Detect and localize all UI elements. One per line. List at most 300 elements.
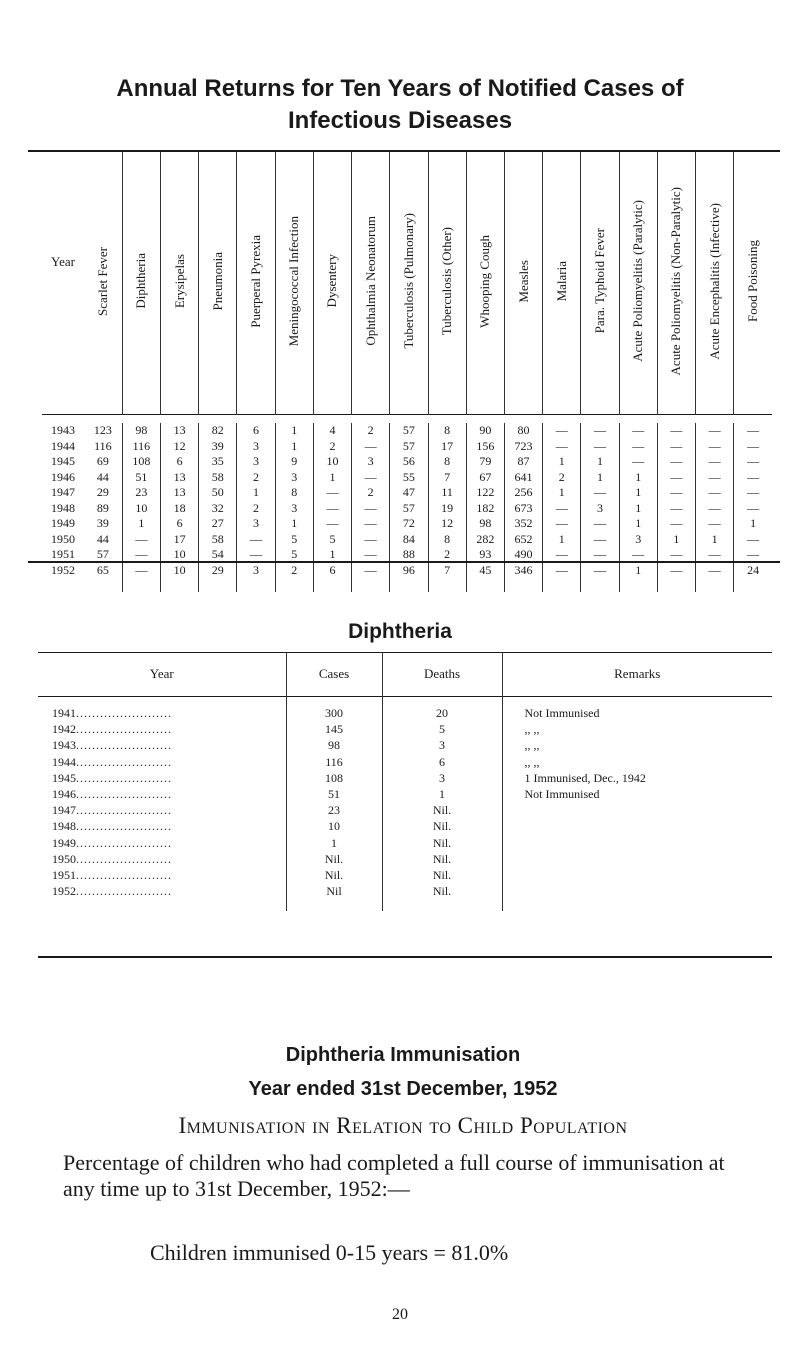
diphtheria-cases: Nil. [286,851,382,867]
table-cell: 35 [199,454,237,470]
table-cell: — [747,454,760,469]
table-cell: — [122,532,160,548]
diphtheria-deaths: Nil. [382,802,502,818]
table-cell: 18 [160,501,198,517]
table-cell: 3 [237,563,275,593]
table-cell: — [696,563,734,593]
table-cell: 1 [619,485,657,501]
diphtheria-heading: Diphtheria [348,620,452,643]
header-separator [42,415,772,424]
table-cell: 54 [199,547,237,563]
table-cell: — [313,501,351,517]
diphtheria-row [38,754,772,770]
diphtheria-year [38,802,286,818]
table-cell: 490 [504,547,542,563]
diphtheria-year [38,705,286,721]
relation-heading-block [63,1113,743,1139]
row-year: 1944 [51,438,76,453]
table-row [42,439,772,455]
table-cell: — [581,516,619,532]
diphtheria-year-value: 1946 [52,787,76,802]
column-header-label: Erysipelas [171,253,187,309]
table-cell: 79 [466,454,504,470]
table-cell: — [543,563,581,593]
column-header [199,152,237,415]
table-cell: — [581,532,619,548]
table-cell: 13 [160,470,198,486]
table-cell: 122 [466,485,504,501]
table-cell: 7 [428,470,466,486]
table-cell: 2 [428,547,466,563]
table-cell: — [657,439,695,455]
dot-leader: . . . . . . . . . . . . . . . . . . . . . . . . [76,738,170,753]
table-cell: — [313,485,351,501]
table-cell: 3 [619,532,657,548]
table-cell: 57 [390,501,428,517]
table-cell: 11 [428,485,466,501]
diphtheria-row [38,867,772,883]
table-cell: — [122,563,160,593]
diphtheria-cases: Nil. [286,867,382,883]
table-cell: 27 [199,516,237,532]
table-cell: 9 [275,454,313,470]
table-cell: 641 [504,470,542,486]
dot-leader: . . . . . . . . . . . . . . . . . . . . . . . . [76,706,170,721]
table-cell: — [543,547,581,563]
table-cell: — [657,454,695,470]
page-title-line-2: Infectious Diseases [287,107,513,134]
table-cell: — [696,439,734,455]
dot-leader: . . . . . . . . . . . . . . . . . . . . . . . . [76,787,170,802]
table-cell: 3 [275,501,313,517]
dot-leader: . . . . . . . . . . . . . . . . . . . . . . . . [76,867,170,882]
table-cell: 8 [428,423,466,439]
table-cell: — [657,423,695,439]
table-cell: — [581,439,619,455]
diphtheria-row [38,851,772,867]
table-cell: 65 [84,563,122,593]
row-year: 1946 [51,469,76,484]
dot-leader: . . . . . . . . . . . . . . . . . . . . . . . . [76,851,170,866]
diphtheria-deaths: 6 [382,754,502,770]
diphtheria-year-value: 1951 [52,867,76,882]
column-header [313,152,351,415]
diphtheria-remarks: ,, ,, [502,754,772,770]
table-cell: — [696,470,734,486]
immunisation-result-block [150,1240,750,1266]
table-cell: 8 [275,485,313,501]
page-number: 20 [392,1306,408,1323]
diphtheria-deaths: 3 [382,770,502,786]
table-cell: 13 [160,485,198,501]
table-cell: 1 [543,454,581,470]
table-cell: — [657,563,695,593]
row-year: 1950 [51,531,76,546]
table-cell: 116 [84,439,122,455]
diphtheria-cases: 300 [286,705,382,721]
table-cell: 10 [160,563,198,593]
table-cell: 88 [390,547,428,563]
table-cell: 2 [237,470,275,486]
table-cell: 19 [428,501,466,517]
table-cell: 51 [122,470,160,486]
table-cell: — [747,531,760,546]
column-header [543,152,581,415]
table-cell: 57 [84,547,122,563]
table-cell: 10 [160,547,198,563]
immunisation-subheading-block [63,1078,743,1101]
table-cell: — [747,500,760,515]
table-cell: — [696,485,734,501]
table-cell: 116 [122,439,160,455]
table-cell: 10 [122,501,160,517]
column-header [237,152,275,415]
table-cell: 67 [466,470,504,486]
immunisation-paragraph: Percentage of children who had completed a full course of immunisation at any time up to 31st December, 1952:— [63,1150,725,1201]
column-header-label: Acute Poliomyelitis (Paralytic) [630,200,646,362]
table-cell: — [619,547,657,563]
year-header: Year [149,666,174,681]
table-row [42,563,772,593]
diphtheria-remarks: Not Immunised [502,786,772,802]
table-cell: 1 [275,439,313,455]
diphtheria-deaths: 1 [382,786,502,802]
column-header-label: Acute Poliomyelitis (Non-Paralytic) [668,186,684,376]
column-header-label: Ophthalmia Neonatorum [362,216,378,346]
column-header [581,152,619,415]
diphtheria-remarks [502,867,772,883]
column-header [619,152,657,415]
column-header-label: Meningococcal Infection [286,215,302,347]
table-cell: 1 [619,516,657,532]
table-cell: 346 [504,563,542,593]
diphtheria-remarks [502,818,772,834]
table-header-row [42,152,772,415]
table-cell: 2 [237,501,275,517]
table-cell: 29 [84,485,122,501]
diphtheria-year [38,770,286,786]
diphtheria-cases: 23 [286,802,382,818]
dot-leader: . . . . . . . . . . . . . . . . . . . . . . . . [76,754,170,769]
diphtheria-remarks: 1 Immunised, Dec., 1942 [502,770,772,786]
diphtheria-row [38,786,772,802]
table-cell: 98 [466,516,504,532]
table-cell: 1 [657,532,695,548]
table-row [42,485,772,501]
table-row [42,532,772,548]
table-cell: 32 [199,501,237,517]
table-cell: 723 [504,439,542,455]
table-cell: 3 [275,470,313,486]
table-cell: — [619,439,657,455]
diphtheria-row [38,737,772,753]
table-body [42,415,772,593]
table-cell: — [352,547,390,563]
column-header-label: Malaria [553,260,569,302]
cases-header: Cases [286,652,382,697]
table-cell: — [696,547,734,563]
dot-leader: . . . . . . . . . . . . . . . . . . . . . . . . [76,884,170,899]
diphtheria-body [38,697,772,912]
diphtheria-deaths: 20 [382,705,502,721]
diphtheria-remarks: Not Immunised [502,705,772,721]
diphtheria-header-separator [38,697,772,706]
table-cell: 3 [237,516,275,532]
table-cell: 2 [352,423,390,439]
column-header [275,152,313,415]
diphtheria-row [38,770,772,786]
diphtheria-cases: 1 [286,835,382,851]
table-cell: 12 [428,516,466,532]
table-cell: — [619,454,657,470]
table-cell: — [696,501,734,517]
table-cell: 1 [543,532,581,548]
column-header-label: Acute Encephalitis (Infective) [706,202,722,360]
table-cell: 55 [390,470,428,486]
table-cell: — [237,547,275,563]
column-header [504,152,542,415]
table-cell: 1 [581,454,619,470]
diphtheria-year-value: 1952 [52,884,76,899]
immunisation-title: Diphtheria Immunisation [285,1044,521,1066]
column-header-label: Measles [515,259,531,303]
column-header-label: Puerperal Pyrexia [248,234,264,328]
diphtheria-year-value: 1943 [52,738,76,753]
table-cell: 3 [581,501,619,517]
table-cell: — [352,532,390,548]
table-cell: — [696,423,734,439]
diphtheria-row [38,818,772,834]
diphtheria-year [38,867,286,883]
table-cell: 3 [352,454,390,470]
column-header-label: Diphtheria [133,253,149,309]
row-year: 1943 [51,423,76,438]
table-cell: 182 [466,501,504,517]
table-cell: — [352,563,390,593]
table-cell: — [747,423,760,438]
table-cell: 29 [199,563,237,593]
diphtheria-row [38,721,772,737]
column-header [122,152,160,415]
row-year: 1949 [51,516,76,531]
column-header [160,152,198,415]
table-cell: 1 [122,516,160,532]
table-row [42,423,772,439]
diphtheria-year [38,818,286,834]
table-cell: 44 [84,532,122,548]
table-cell: 123 [84,423,122,439]
diphtheria-cases: 116 [286,754,382,770]
table-cell: 89 [84,501,122,517]
immunisation-result: Children immunised 0-15 years = 81.0% [150,1240,509,1265]
diphtheria-remarks [502,851,772,867]
table-cell: 56 [390,454,428,470]
table-cell: 7 [428,563,466,593]
table-cell: — [543,439,581,455]
column-header-label: Para. Typhoid Fever [591,228,607,334]
table-cell: 87 [504,454,542,470]
diphtheria-year-value: 1944 [52,754,76,769]
table-cell: 45 [466,563,504,593]
table-cell: — [122,547,160,563]
column-header [734,152,772,415]
column-header-label: Dysentery [324,254,340,308]
table-cell: 39 [84,516,122,532]
column-header [352,152,390,415]
diphtheria-year [38,786,286,802]
diphtheria-year-value: 1945 [52,770,76,785]
table-cell: 8 [428,532,466,548]
diphtheria-row [38,835,772,851]
table-cell: 6 [160,516,198,532]
dot-leader: . . . . . . . . . . . . . . . . . . . . . . . . [76,770,170,785]
table-cell: 5 [313,532,351,548]
table-row [42,470,772,486]
table-cell: 156 [466,439,504,455]
infectious-diseases-table [42,152,772,592]
table-cell: 1 [619,470,657,486]
table-cell: 58 [199,470,237,486]
table-cell: 1 [543,485,581,501]
row-year: 1952 [51,562,76,577]
table-cell: 108 [122,454,160,470]
diphtheria-deaths: Nil. [382,851,502,867]
table-cell: 5 [275,532,313,548]
diphtheria-bottom-rule [38,956,772,958]
diphtheria-cases: Nil [286,883,382,911]
column-header-label: Whooping Cough [477,234,493,328]
table-cell: 6 [237,423,275,439]
table-cell: 17 [160,532,198,548]
table-cell: 93 [466,547,504,563]
diphtheria-deaths: Nil. [382,818,502,834]
row-year: 1951 [51,547,76,562]
table-cell: — [747,485,760,500]
immunisation-paragraph-block [63,1150,743,1202]
table-cell: 652 [504,532,542,548]
table-cell: 2 [313,439,351,455]
table-row [42,516,772,532]
table-cell: 13 [160,423,198,439]
column-header [657,152,695,415]
table-cell: 5 [275,547,313,563]
diphtheria-deaths: 3 [382,737,502,753]
table-bottom-rule [28,561,780,563]
table-cell: — [696,516,734,532]
table-cell: 2 [352,485,390,501]
diphtheria-year [38,835,286,851]
column-header-label: Pneumonia [209,251,225,311]
table-cell: 1 [696,532,734,548]
table-cell: — [657,485,695,501]
table-cell: 50 [199,485,237,501]
table-cell: — [581,423,619,439]
table-row [42,454,772,470]
page-title-line-1: Annual Returns for Ten Years of Notified Cases of [116,75,684,102]
table-cell: 82 [199,423,237,439]
diphtheria-row [38,802,772,818]
table-cell: 282 [466,532,504,548]
table-cell: 352 [504,516,542,532]
diphtheria-year-value: 1948 [52,819,76,834]
table-cell: — [313,516,351,532]
column-header-label: Tuberculosis (Pulmonary) [400,213,416,349]
diphtheria-row [38,705,772,721]
table-cell: 39 [199,439,237,455]
table-cell: 1 [750,516,757,531]
diphtheria-deaths: Nil. [382,867,502,883]
table-cell: — [747,547,760,562]
column-header [428,152,466,415]
column-header [390,152,428,415]
diphtheria-remarks [502,835,772,851]
diphtheria-header-row [38,652,772,697]
diphtheria-cases: 145 [286,721,382,737]
table-cell: 1 [619,563,657,593]
diphtheria-year-value: 1941 [52,706,76,721]
table-cell: — [581,547,619,563]
table-cell: 84 [390,532,428,548]
diphtheria-year [38,883,286,911]
table-cell: 8 [428,454,466,470]
table-row [42,501,772,517]
table-cell: 69 [84,454,122,470]
table-cell: — [352,501,390,517]
table-cell: 98 [122,423,160,439]
table-cell: 1 [275,516,313,532]
table-cell: — [543,423,581,439]
table-cell: 1 [275,423,313,439]
column-header [696,152,734,415]
diphtheria-row [38,883,772,911]
table-cell: — [352,516,390,532]
diphtheria-year [38,737,286,753]
table-cell: 24 [747,562,760,577]
table-cell: — [581,563,619,593]
table-cell: 3 [237,454,275,470]
dot-leader: . . . . . . . . . . . . . . . . . . . . . . . . [76,819,170,834]
year-column-header: Year [51,254,75,269]
diphtheria-deaths: 5 [382,721,502,737]
table-cell: 1 [313,470,351,486]
table-cell: — [657,516,695,532]
table-cell: 96 [390,563,428,593]
row-year: 1945 [51,454,76,469]
table-cell: — [657,547,695,563]
diphtheria-cases: 108 [286,770,382,786]
column-header-label: Tuberculosis (Other) [439,226,455,336]
diphtheria-remarks: ,, ,, [502,737,772,753]
column-header-label: Food Poisoning [745,240,761,322]
table-cell: 17 [428,439,466,455]
immunisation-subtitle: Year ended 31st December, 1952 [248,1078,558,1100]
diphtheria-year [38,851,286,867]
diphtheria-remarks [502,883,772,911]
diphtheria-cases: 10 [286,818,382,834]
table-cell: 1 [581,470,619,486]
diphtheria-deaths: Nil. [382,883,502,911]
table-cell: 72 [390,516,428,532]
diphtheria-year [38,754,286,770]
table-cell: 44 [84,470,122,486]
table-cell: — [352,470,390,486]
table-cell: 673 [504,501,542,517]
relation-heading: Immunisation in Relation to Child Population [178,1113,628,1138]
remarks-header: Remarks [502,652,772,697]
table-cell: — [619,423,657,439]
diphtheria-year [38,721,286,737]
diphtheria-year-value: 1949 [52,835,76,850]
